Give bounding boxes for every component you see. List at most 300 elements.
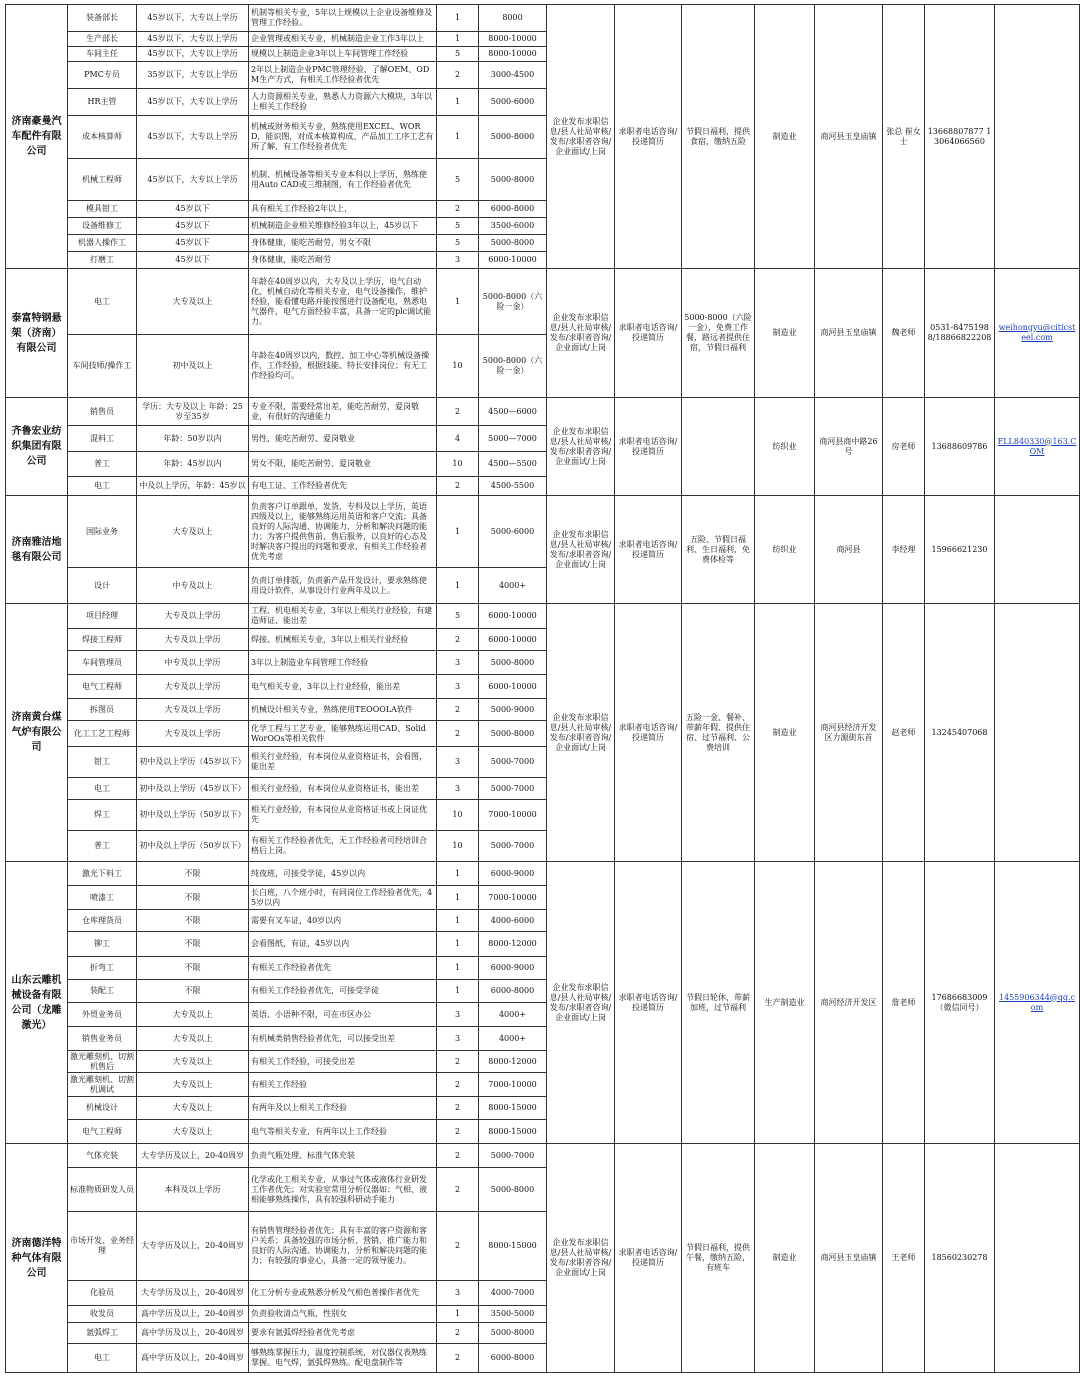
headcount: 5 xyxy=(437,235,479,252)
job-description: 男女不限，能吃苦耐劳、爱岗敬业 xyxy=(249,452,437,477)
benefits: 五险、节假日福利、生日福利，免费体检等 xyxy=(682,496,755,604)
job-title: 模具钳工 xyxy=(68,201,137,218)
salary: 6000-9000 xyxy=(479,862,547,886)
salary: 6000-8000 xyxy=(479,1344,547,1373)
job-description: 身体健康，能吃苦耐劳 xyxy=(249,252,437,269)
salary: 6000-8000 xyxy=(479,980,547,1003)
location: 商河县玉皇庙镇 xyxy=(815,1144,883,1373)
recruitment-method: 企业发布求职信息/县人社局审核/发布/求职者咨询/企业面试/上岗 xyxy=(547,496,615,604)
salary: 7000-10000 xyxy=(479,886,547,910)
headcount: 10 xyxy=(437,452,479,477)
salary: 6000-10000 xyxy=(479,629,547,651)
job-requirement: 大专学历及以上，20-40周岁 xyxy=(137,1144,249,1168)
salary: 5000—7000 xyxy=(479,426,547,452)
table-row xyxy=(6,496,1080,568)
job-requirement: 中及以上学历，年龄：45岁以 xyxy=(137,477,249,496)
location: 商河经济开发区 xyxy=(815,862,883,1144)
job-description: 年龄在40周岁以内，大专及以上学历，电气自动化、机械自动化等相关专业，电气设备操作，维护经验，能看懂电路并能按图进行设备配电，熟悉电气器件，电气方面经验丰富，具备一定的plc调试能力。 xyxy=(249,269,437,335)
job-title: PMC专员 xyxy=(68,62,137,89)
application-mode: 求职者电话咨询/投递简历 xyxy=(615,1144,682,1373)
headcount: 3 xyxy=(437,1003,479,1027)
salary: 6000-8000 xyxy=(479,201,547,218)
job-title: 车间主任 xyxy=(68,47,137,62)
job-requirement: 大专及以上 xyxy=(137,1073,249,1097)
recruitment-method: 企业发布求职信息/县人社局审核/发布/求职者咨询/企业面试/上岗 xyxy=(547,5,615,269)
headcount: 1 xyxy=(437,116,479,159)
job-title: 收发员 xyxy=(68,1306,137,1323)
job-requirement: 不限 xyxy=(137,957,249,980)
table-row xyxy=(6,269,1080,335)
salary: 5000-6000 xyxy=(479,89,547,116)
salary: 5000-8000 xyxy=(479,1323,547,1344)
benefits: 五险一金、餐补、带薪年假、提供住宿、过节福利、公费培训 xyxy=(682,604,755,862)
job-requirement: 大专及以上 xyxy=(137,496,249,568)
salary: 6000-10000 xyxy=(479,252,547,269)
headcount: 3 xyxy=(437,252,479,269)
salary: 3500-5000 xyxy=(479,1306,547,1323)
email-address[interactable]: weihongyu@citicsteel.com xyxy=(995,269,1080,398)
phone-number: 0531-84751988/18866822208 xyxy=(925,269,995,398)
job-requirement: 年龄：45岁以内 xyxy=(137,452,249,477)
application-mode: 求职者电话咨询/投递简历 xyxy=(615,862,682,1144)
salary: 4500—6000 xyxy=(479,398,547,426)
job-requirement: 不限 xyxy=(137,980,249,1003)
job-requirement: 初中及以上 xyxy=(137,335,249,398)
job-requirement: 中专及以上学历 xyxy=(137,651,249,675)
contact-person: 王老师 xyxy=(883,1144,925,1373)
job-title: 成本核算师 xyxy=(68,116,137,159)
job-requirement: 大专及以上 xyxy=(137,1051,249,1073)
salary: 7000-10000 xyxy=(479,800,547,831)
salary: 8000-12000 xyxy=(479,932,547,957)
salary: 8000 xyxy=(479,5,547,32)
headcount: 2 xyxy=(437,1168,479,1212)
job-requirement: 中专及以上 xyxy=(137,568,249,604)
location: 商河县玉皇庙镇 xyxy=(815,269,883,398)
job-requirement: 高中学历及以上，20-40周岁 xyxy=(137,1323,249,1344)
industry: 纺织业 xyxy=(755,496,815,604)
job-title: 折弯工 xyxy=(68,957,137,980)
job-requirement: 学历：大专及以上 年龄：25岁至35岁 xyxy=(137,398,249,426)
job-title: 电气工程师 xyxy=(68,675,137,699)
headcount: 5 xyxy=(437,604,479,629)
email-address[interactable]: 1455906344@qq.com xyxy=(995,862,1080,1144)
job-description: 电气等相关专业，有两年以上工作经验 xyxy=(249,1120,437,1144)
application-mode: 求职者电话咨询/投递简历 xyxy=(615,5,682,269)
job-title: 混料工 xyxy=(68,426,137,452)
application-mode: 求职者电话咨询/投递简历 xyxy=(615,604,682,862)
job-requirement: 大专及以上 xyxy=(137,1027,249,1051)
job-description: 有相关工作经验者优先 xyxy=(249,957,437,980)
job-description: 具有相关工作经验2年以上， xyxy=(249,201,437,218)
job-requirement: 大专学历及以上，20-40周岁 xyxy=(137,1212,249,1281)
headcount: 10 xyxy=(437,831,479,862)
job-requirement: 大专及以上 xyxy=(137,1120,249,1144)
job-requirement: 45岁以下，大专以上学历 xyxy=(137,159,249,201)
salary: 3000-4500 xyxy=(479,62,547,89)
industry: 生产制造业 xyxy=(755,862,815,1144)
location: 商河县玉皇庙镇 xyxy=(815,5,883,269)
salary: 5000-7000 xyxy=(479,747,547,778)
job-description: 企业管理或相关专业，机械制造企业工作3年以上 xyxy=(249,32,437,47)
job-requirement: 本科及以上学历 xyxy=(137,1168,249,1212)
job-description: 化学或化工相关专业，从事过气体或液体行业研发工作者优先；对实验室常用分析仪器如：气相、液相能够熟练操作，具有较强科研动手能力 xyxy=(249,1168,437,1212)
salary: 5000-8000 xyxy=(479,116,547,159)
email-address xyxy=(995,496,1080,604)
job-description: 化工分析专业或熟悉分析及气相色普操作者优先 xyxy=(249,1281,437,1306)
job-requirement: 大专及以上学历 xyxy=(137,699,249,721)
contact-person: 张总 崔女士 xyxy=(883,5,925,269)
job-requirement: 大专及以上 xyxy=(137,1097,249,1120)
contact-person: 李经理 xyxy=(883,496,925,604)
job-requirement: 大专及以上学历 xyxy=(137,604,249,629)
job-description: 焊接、机械相关专业，3年以上相关行业经验 xyxy=(249,629,437,651)
headcount: 3 xyxy=(437,1027,479,1051)
job-requirement: 高中学历及以上，20-40周岁 xyxy=(137,1306,249,1323)
salary: 6000-9000 xyxy=(479,957,547,980)
job-description: 年龄在40周岁以内，数控、加工中心等机械设备操作，工作经验，根据技能、特长安排岗位；有无工作经验均可。 xyxy=(249,335,437,398)
job-description: 有相关工作经验者优先，可接受学徒 xyxy=(249,980,437,1003)
job-title: 激光下料工 xyxy=(68,862,137,886)
contact-person: 房老师 xyxy=(883,398,925,496)
salary: 8000-12000 xyxy=(479,1051,547,1073)
job-description: 身体健康，能吃苦耐劳，男女不限 xyxy=(249,235,437,252)
headcount: 2 xyxy=(437,201,479,218)
headcount: 2 xyxy=(437,1212,479,1281)
headcount: 1 xyxy=(437,496,479,568)
job-requirement: 初中及以上学历（45岁以下） xyxy=(137,747,249,778)
job-title: 铆工 xyxy=(68,932,137,957)
job-description: 机制、机械设备等相关专业本科以上学历，熟练使用Auto CAD或三维制图，有工作经验者优先 xyxy=(249,159,437,201)
job-description: 机械设计相关专业，熟练使用TEOOOLA软件 xyxy=(249,699,437,721)
job-requirement: 45岁以下 xyxy=(137,201,249,218)
company-name: 济南雅洁地毯有限公司 xyxy=(6,496,68,604)
salary: 5000-8000 xyxy=(479,721,547,747)
salary: 5000-6000 xyxy=(479,496,547,568)
job-description: 会看图纸，有证，45岁以内 xyxy=(249,932,437,957)
salary: 5000-8000 xyxy=(479,651,547,675)
job-title: 激光雕刻机、切割机调试 xyxy=(68,1073,137,1097)
contact-person: 赵老师 xyxy=(883,604,925,862)
salary: 4500—5500 xyxy=(479,452,547,477)
job-title: 焊接工程师 xyxy=(68,629,137,651)
job-description: 男性，能吃苦耐劳、爱岗敬业 xyxy=(249,426,437,452)
headcount: 2 xyxy=(437,1120,479,1144)
headcount: 1 xyxy=(437,957,479,980)
table-row xyxy=(6,862,1080,886)
industry: 制造业 xyxy=(755,269,815,398)
email-address[interactable]: FLL840330@163.COM xyxy=(995,398,1080,496)
job-requirement: 大专及以上学历 xyxy=(137,629,249,651)
headcount: 4 xyxy=(437,426,479,452)
table-row xyxy=(6,5,1080,32)
job-title: 喷漆工 xyxy=(68,886,137,910)
job-title: 销售员 xyxy=(68,398,137,426)
job-title: 装配工 xyxy=(68,980,137,1003)
benefits: 5000-8000（六险一金），免费工作餐，路远者提供住宿，节假日福利 xyxy=(682,269,755,398)
salary: 5000-7000 xyxy=(479,831,547,862)
headcount: 3 xyxy=(437,747,479,778)
salary: 5000-8000 xyxy=(479,1168,547,1212)
job-description: 有相关工作经验，可接受出差 xyxy=(249,1051,437,1073)
salary: 6000-10000 xyxy=(479,675,547,699)
salary: 8000-10000 xyxy=(479,47,547,62)
job-description: 规模以上制造企业3年以上车间管理工作经验 xyxy=(249,47,437,62)
job-title: 装备部长 xyxy=(68,5,137,32)
salary: 4000+ xyxy=(479,568,547,604)
job-title: 车间管理员 xyxy=(68,651,137,675)
salary: 4000-6000 xyxy=(479,910,547,932)
job-description: 负责验收清点气瓶，性别女 xyxy=(249,1306,437,1323)
job-description: 负责订单排版，负责新产品开发设计，要求熟练使用设计软件，从事设计行业两年及以上。 xyxy=(249,568,437,604)
table-body xyxy=(6,5,1080,1373)
recruitment-method: 企业发布求职信息/县人社局审核/发布/求职者咨询/企业面试/上岗 xyxy=(547,604,615,862)
job-title: 普工 xyxy=(68,452,137,477)
job-title: 仓库理货员 xyxy=(68,910,137,932)
job-title: 机械设计 xyxy=(68,1097,137,1120)
job-description: 专业不限，需要经常出差，能吃苦耐劳，爱岗敬业，有很好的沟通能力 xyxy=(249,398,437,426)
benefits: 节假日轮休，带薪加班，过节福利 xyxy=(682,862,755,1144)
application-mode: 求职者电话咨询/投递简历 xyxy=(615,269,682,398)
headcount: 2 xyxy=(437,1073,479,1097)
job-requirement: 大专及以上学历 xyxy=(137,721,249,747)
job-description: 有电工证、工作经验者优先 xyxy=(249,477,437,496)
phone-number: 15966621230 xyxy=(925,496,995,604)
job-description: 英语、小语种不限，可在市区办公 xyxy=(249,1003,437,1027)
job-title: 生产部长 xyxy=(68,32,137,47)
job-description: 负责气瓶处理、标准气体充装 xyxy=(249,1144,437,1168)
job-requirement: 初中及以上学历（50岁以下） xyxy=(137,831,249,862)
salary: 4000+ xyxy=(479,1027,547,1051)
job-title: 化工工艺工程师 xyxy=(68,721,137,747)
job-requirement: 高中学历及以上，20-40周岁 xyxy=(137,1344,249,1373)
job-description: 有机械类销售经验者优先，可以接受出差 xyxy=(249,1027,437,1051)
job-title: 设计 xyxy=(68,568,137,604)
job-requirement: 大专及以上 xyxy=(137,1003,249,1027)
table-row xyxy=(6,398,1080,426)
job-description: 电气相关专业，3年以上行业经验，能出差 xyxy=(249,675,437,699)
job-requirement: 大专及以上 xyxy=(137,269,249,335)
job-description: 相关行业经验，有本岗位从业资格证书，会看图，能出差 xyxy=(249,747,437,778)
job-description: 机械或财务相关专业，熟练使用EXCEL、WORD，能识图，对成本核算构成、产品加工工序工艺有所了解，有工作经验者优先 xyxy=(249,116,437,159)
headcount: 2 xyxy=(437,699,479,721)
recruitment-method: 企业发布求职信息/县人社局审核/发布/求职者咨询/企业面试/上岗 xyxy=(547,1144,615,1373)
salary: 5000-8000（六险一金） xyxy=(479,335,547,398)
salary: 5000-9000 xyxy=(479,699,547,721)
job-requirement: 45岁以下 xyxy=(137,252,249,269)
job-requirement: 初中及以上学历（45岁以下） xyxy=(137,778,249,800)
headcount: 3 xyxy=(437,675,479,699)
salary: 4500-5500 xyxy=(479,477,547,496)
headcount: 2 xyxy=(437,1144,479,1168)
job-title: 电工 xyxy=(68,1344,137,1373)
benefits: 节假日福利，提供午餐，缴纳五险，有班车 xyxy=(682,1144,755,1373)
headcount: 2 xyxy=(437,721,479,747)
company-name: 山东云雕机械设备有限公司（龙雕激光） xyxy=(6,862,68,1144)
job-requirement: 45岁以下，大专以上学历 xyxy=(137,47,249,62)
company-name: 济南黄台煤气炉有限公司 xyxy=(6,604,68,862)
contact-person: 詹老师 xyxy=(883,862,925,1144)
salary: 5000-8000（六险一金） xyxy=(479,269,547,335)
email-address xyxy=(995,5,1080,269)
job-description: 有相关工作经验者优先，无工作经验者可经培训合格后上岗。 xyxy=(249,831,437,862)
benefits: 节假日福利，提供食宿，缴纳五险 xyxy=(682,5,755,269)
headcount: 2 xyxy=(437,1323,479,1344)
job-title: 机械工程师 xyxy=(68,159,137,201)
industry: 纺织业 xyxy=(755,398,815,496)
headcount: 1 xyxy=(437,269,479,335)
job-title: 拆图员 xyxy=(68,699,137,721)
salary: 7000-10000 xyxy=(479,1073,547,1097)
salary: 8000-15000 xyxy=(479,1097,547,1120)
phone-number: 18560230278 xyxy=(925,1144,995,1373)
job-description: 有相关工作经验 xyxy=(249,1073,437,1097)
headcount: 10 xyxy=(437,335,479,398)
headcount: 2 xyxy=(437,1051,479,1073)
headcount: 1 xyxy=(437,568,479,604)
recruitment-method: 企业发布求职信息/县人社局审核/发布/求职者咨询/企业面试/上岗 xyxy=(547,269,615,398)
application-mode: 求职者电话咨询/投递简历 xyxy=(615,398,682,496)
job-title: 标准物质研发人员 xyxy=(68,1168,137,1212)
headcount: 5 xyxy=(437,218,479,235)
company-name: 泰富特钢悬架（济南）有限公司 xyxy=(6,269,68,398)
job-title: 激光雕刻机、切割机售后 xyxy=(68,1051,137,1073)
headcount: 2 xyxy=(437,1097,479,1120)
location: 商河县商中路26号 xyxy=(815,398,883,496)
headcount: 1 xyxy=(437,980,479,1003)
headcount: 2 xyxy=(437,62,479,89)
job-title: 车间技师/操作工 xyxy=(68,335,137,398)
job-title: 普工 xyxy=(68,831,137,862)
phone-number: 13668807877 13064066560 xyxy=(925,5,995,269)
headcount: 3 xyxy=(437,778,479,800)
application-mode: 求职者电话咨询/投递简历 xyxy=(615,496,682,604)
job-requirement: 不限 xyxy=(137,862,249,886)
job-title: 化验员 xyxy=(68,1281,137,1306)
company-name: 济南豪曼汽车配件有限公司 xyxy=(6,5,68,269)
phone-number: 17686683009（微信同号） xyxy=(925,862,995,1144)
salary: 5000-7000 xyxy=(479,1144,547,1168)
job-requirement: 45岁以下 xyxy=(137,235,249,252)
job-title: 项目经理 xyxy=(68,604,137,629)
job-requirement: 35岁以下，大专以上学历 xyxy=(137,62,249,89)
job-title: 销售业务员 xyxy=(68,1027,137,1051)
salary: 5000-8000 xyxy=(479,159,547,201)
benefits xyxy=(682,398,755,496)
job-requirement: 初中及以上学历（50岁以下） xyxy=(137,800,249,831)
salary: 8000-15000 xyxy=(479,1212,547,1281)
job-title: 电工 xyxy=(68,778,137,800)
job-title: 钳工 xyxy=(68,747,137,778)
job-description: 机制等相关专业，5年以上规模以上企业设备维修及管理工作经验。 xyxy=(249,5,437,32)
company-name: 济南德洋特种气体有限公司 xyxy=(6,1144,68,1373)
table-row xyxy=(6,1144,1080,1168)
job-description: 2年以上制造企业PMC管理经验，了解OEM、ODM生产方式，有相关工作经验者优先 xyxy=(249,62,437,89)
job-title: 电工 xyxy=(68,269,137,335)
recruitment-method: 企业发布求职信息/县人社局审核/发布/求职者咨询/企业面试/上岗 xyxy=(547,862,615,1144)
job-title: 外贸业务员 xyxy=(68,1003,137,1027)
table-row xyxy=(6,604,1080,629)
headcount: 5 xyxy=(437,159,479,201)
salary: 8000-15000 xyxy=(479,1120,547,1144)
salary: 3500-6000 xyxy=(479,218,547,235)
headcount: 10 xyxy=(437,800,479,831)
job-description: 工程、机电相关专业，3年以上相关行业经验，有建造师证、能出差 xyxy=(249,604,437,629)
headcount: 1 xyxy=(437,886,479,910)
job-requirement: 45岁以下，大专以上学历 xyxy=(137,89,249,116)
job-description: 长白班，八个班小时，有同岗位工作经验者优先，45岁以内 xyxy=(249,886,437,910)
location: 商河县经济开发区力源街东首 xyxy=(815,604,883,862)
job-requirement: 不限 xyxy=(137,910,249,932)
phone-number: 13245407068 xyxy=(925,604,995,862)
job-requirement: 大专及以上学历 xyxy=(137,675,249,699)
headcount: 1 xyxy=(437,932,479,957)
job-title: 打磨工 xyxy=(68,252,137,269)
job-title: 机器人操作工 xyxy=(68,235,137,252)
headcount: 1 xyxy=(437,89,479,116)
recruitment-method: 企业发布求职信息/县人社局审核/发布/求职者咨询/企业面试/上岗 xyxy=(547,398,615,496)
job-title: 电气工程师 xyxy=(68,1120,137,1144)
headcount: 1 xyxy=(437,862,479,886)
salary: 8000-10000 xyxy=(479,32,547,47)
job-title: 气体充装 xyxy=(68,1144,137,1168)
job-description: 化学工程与工艺专业，能够熟练运用CAD、SolidWorOOs等相关软件 xyxy=(249,721,437,747)
headcount: 2 xyxy=(437,398,479,426)
headcount: 1 xyxy=(437,32,479,47)
job-title: 市场开发、业务经理 xyxy=(68,1212,137,1281)
headcount: 5 xyxy=(437,47,479,62)
headcount: 3 xyxy=(437,1281,479,1306)
headcount: 2 xyxy=(437,629,479,651)
job-requirement: 45岁以下 xyxy=(137,218,249,235)
job-description: 相关行业经验，有本岗位从业资格证书或上岗证优先 xyxy=(249,800,437,831)
job-description: 相关行业经验，有本岗位从业资格证书，能出差 xyxy=(249,778,437,800)
job-requirement: 年龄：50岁以内 xyxy=(137,426,249,452)
salary: 4000-7000 xyxy=(479,1281,547,1306)
salary: 4000+ xyxy=(479,1003,547,1027)
headcount: 1 xyxy=(437,910,479,932)
job-requirement: 45岁以下，大专以上学历 xyxy=(137,32,249,47)
job-description: 人力资源相关专业，熟悉人力资源六大模块，3年以上相关工作经验 xyxy=(249,89,437,116)
salary: 6000-10000 xyxy=(479,604,547,629)
job-requirement: 45岁以下，大专以上学历 xyxy=(137,116,249,159)
email-address xyxy=(995,1144,1080,1373)
headcount: 3 xyxy=(437,651,479,675)
headcount: 2 xyxy=(437,477,479,496)
job-description: 负责客户订单跟单，发货，专科及以上学历，英语四级及以上，能够熟练运用英语和客户交流；具备良好的人际沟通、协调能力，分析和解决问题的能力；为客户提供售前、售后服务，以良好的心态及时解决客户提出的问题和要求，有相关工作经验者优先考虑 xyxy=(249,496,437,568)
job-description: 3年以上制造业车间管理工作经验 xyxy=(249,651,437,675)
job-description: 够熟练掌握压力，温度控制系统，对仪器仪表熟练掌握。电气焊，氩弧焊熟练。配电盘制作等 xyxy=(249,1344,437,1373)
email-address xyxy=(995,604,1080,862)
job-requirement: 大专学历及以上，20-40周岁 xyxy=(137,1281,249,1306)
job-title: 电工 xyxy=(68,477,137,496)
job-description: 有销售管理经验者优先；具有丰富的客户资源和客户关系；具备较强的市场分析、营销、推广能力和良好的人际沟通、协调能力，分析和解决问题的能力；有较强的事业心，具备一定的领导能力。 xyxy=(249,1212,437,1281)
job-description: 纯夜班，可接受学徒，45岁以内 xyxy=(249,862,437,886)
industry: 制造业 xyxy=(755,5,815,269)
headcount: 2 xyxy=(437,1344,479,1373)
industry: 制造业 xyxy=(755,1144,815,1373)
location: 商河县 xyxy=(815,496,883,604)
job-description: 机械制造企业相关维修经验3年以上，45岁以下 xyxy=(249,218,437,235)
job-title: 设备维修工 xyxy=(68,218,137,235)
job-description: 要求有氩弧焊经验者优先考虑 xyxy=(249,1323,437,1344)
contact-person: 魏老师 xyxy=(883,269,925,398)
company-name: 齐鲁宏业纺织集团有限公司 xyxy=(6,398,68,496)
headcount: 1 xyxy=(437,1306,479,1323)
job-description: 有两年及以上相关工作经验 xyxy=(249,1097,437,1120)
job-description: 需要有叉车证，40岁以内 xyxy=(249,910,437,932)
job-requirement: 45岁以下，大专以上学历 xyxy=(137,5,249,32)
